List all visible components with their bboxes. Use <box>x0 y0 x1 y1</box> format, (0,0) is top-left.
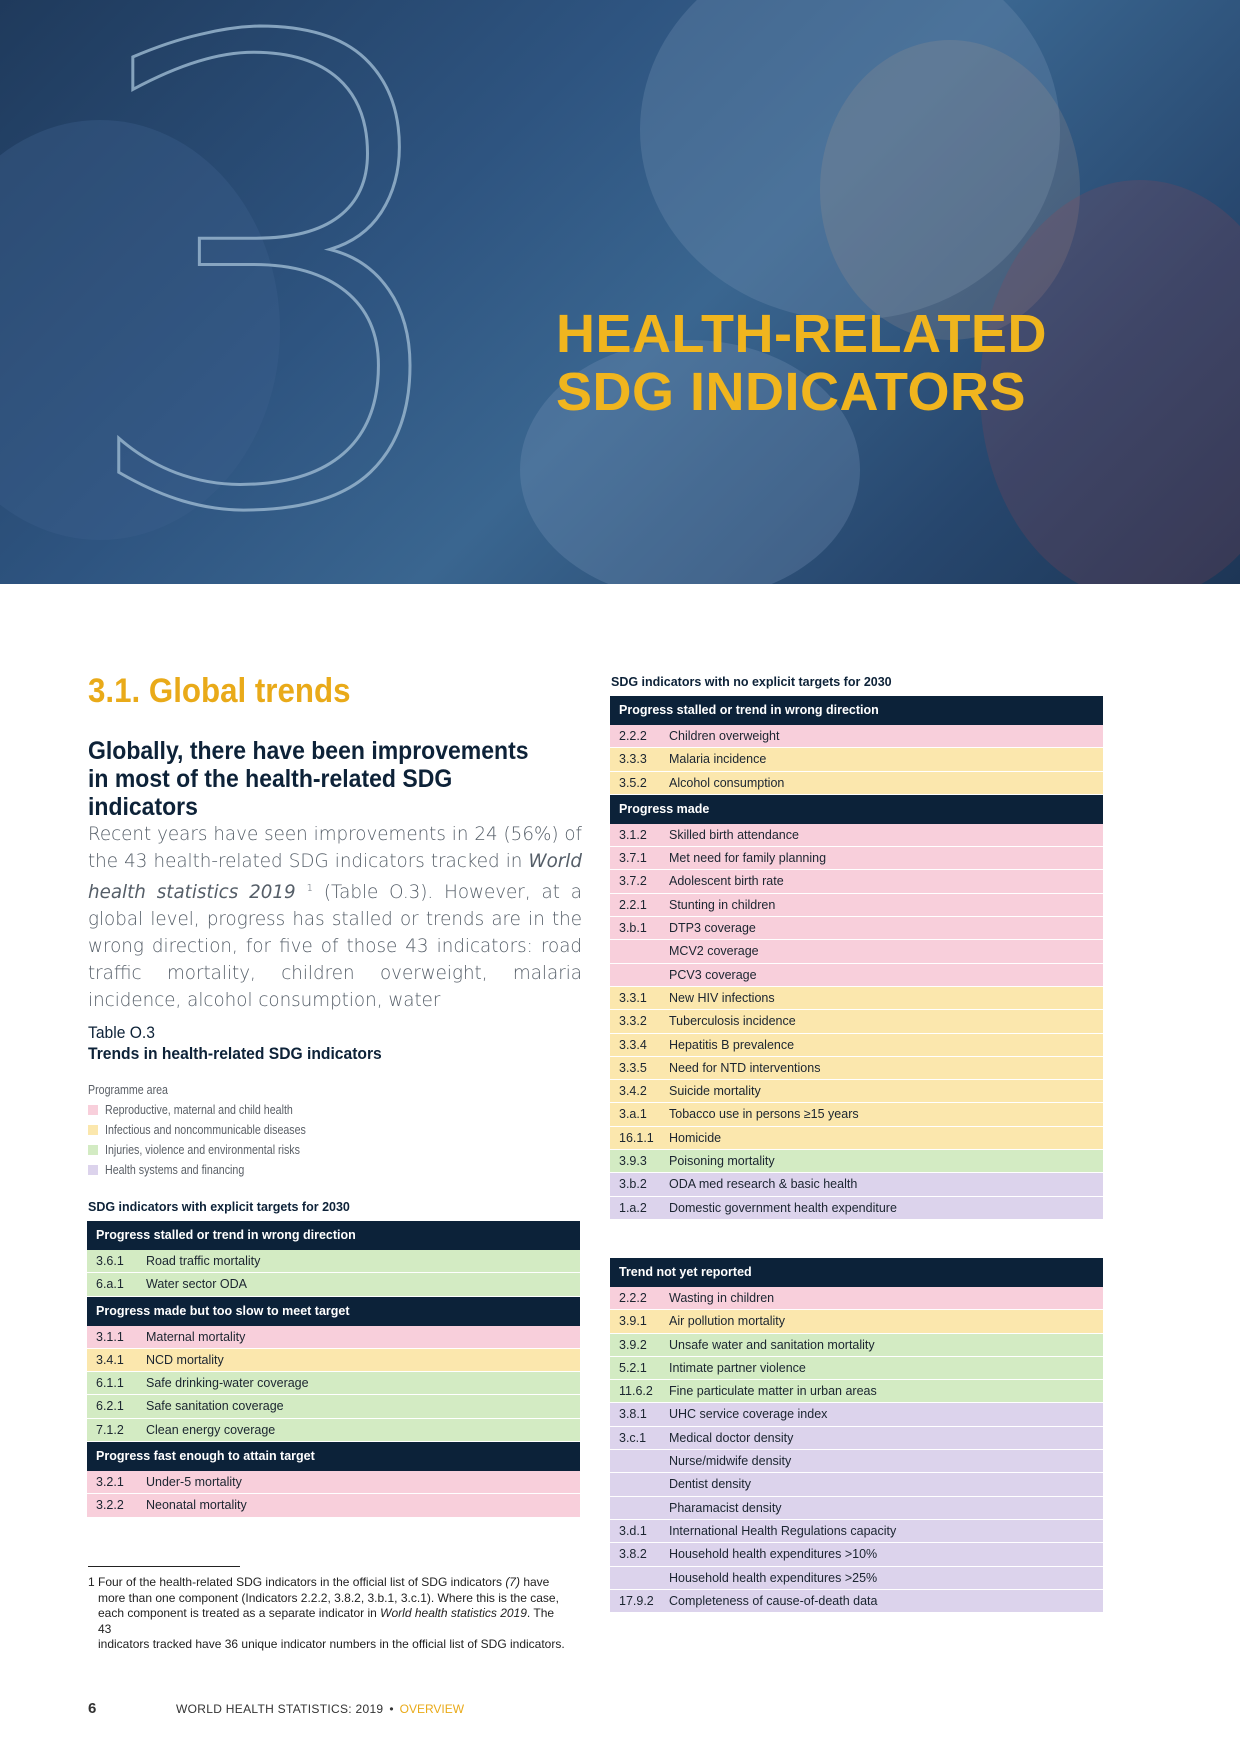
footnote <box>88 1575 568 1653</box>
indicator-name: Tobacco use in persons ≥15 years <box>669 1107 859 1122</box>
indicator-name: New HIV infections <box>669 990 775 1005</box>
indicator-name: Met need for family planning <box>669 851 827 866</box>
indicator-name: Tuberculosis incidence <box>669 1014 796 1029</box>
indicator-code: 3.2.1 <box>96 1475 124 1490</box>
indicator-name: Under-5 mortality <box>146 1475 242 1490</box>
indicator-name: Completeness of cause-of-death data <box>669 1593 878 1608</box>
table-row <box>610 1380 1103 1403</box>
indicator-name: UHC service coverage index <box>669 1407 828 1422</box>
indicator-code: 3.9.3 <box>619 1154 647 1169</box>
section-title: 3.1. Global trends <box>88 672 351 710</box>
body-text-part: (Table O.3). However, at a global level, progress has stalled or trends are in the wrong direction, for five of those 43 indicators: road traffic mortality, children overweight, malaria incidence, alcohol consumption, water <box>88 882 582 1012</box>
table-row <box>87 1471 580 1494</box>
indicator-code <box>610 964 669 986</box>
indicator-code: 17.9.2 <box>619 1593 654 1608</box>
table-row <box>87 1395 580 1418</box>
indicator-code: 2.2.2 <box>619 1291 647 1305</box>
indicator-code: 3.a.1 <box>619 1107 647 1122</box>
legend-item: Health systems and financing <box>88 1160 350 1180</box>
footer-bullet: • <box>389 1701 394 1716</box>
indicator-name: NCD mortality <box>146 1352 224 1367</box>
indicator-name: MCV2 coverage <box>669 944 759 959</box>
indicator-name: Safe sanitation coverage <box>146 1399 284 1414</box>
table-row <box>610 1103 1103 1126</box>
legend-swatch <box>88 1145 98 1155</box>
table-row <box>610 1427 1103 1450</box>
indicator-name: Clean energy coverage <box>146 1422 276 1437</box>
indicator-name: Children overweight <box>669 729 780 743</box>
indicator-code: 3.1.1 <box>96 1329 124 1344</box>
indicator-name: PCV3 coverage <box>669 967 757 982</box>
indicator-name: Medical doctor density <box>669 1430 794 1445</box>
table-group-header: Progress stalled or trend in wrong direction <box>610 696 1103 725</box>
indicator-name: Need for NTD interventions <box>669 1060 821 1075</box>
indicator-name: Skilled birth attendance <box>669 827 799 842</box>
indicator-code: 3.3.5 <box>619 1060 647 1075</box>
indicator-code: 3.3.1 <box>619 990 647 1005</box>
indicator-code: 6.2.1 <box>96 1399 124 1414</box>
indicator-code: 3.3.3 <box>619 752 647 767</box>
footnote-line: more than one component (Indicators 2.2.2, 3.8.2, 3.b.1, 3.c.1). Where this is the case, <box>98 1590 559 1605</box>
indicator-code: 3.7.2 <box>619 874 647 889</box>
legend-item: Injuries, violence and environmental risks <box>88 1140 350 1160</box>
table-group-header: Progress made <box>610 795 1103 824</box>
indicator-name: Homicide <box>669 1130 722 1145</box>
legend <box>88 1080 350 1180</box>
table-row <box>610 917 1103 940</box>
indicator-name: Road traffic mortality <box>146 1254 261 1268</box>
indicator-name: Malaria incidence <box>669 752 767 767</box>
table-row <box>610 1010 1103 1033</box>
no-explicit-targets-table <box>610 696 1103 1220</box>
indicator-code: 2.2.1 <box>619 897 647 912</box>
table-number: Table O.3 <box>88 1023 155 1042</box>
table-row <box>610 1034 1103 1057</box>
footer-section: OVERVIEW <box>399 1701 465 1716</box>
indicator-code: 16.1.1 <box>619 1130 654 1145</box>
table-row <box>610 1127 1103 1150</box>
table-row <box>610 772 1103 795</box>
table-row <box>610 1567 1103 1590</box>
table-group-header: Progress fast enough to attain target <box>87 1442 580 1471</box>
indicator-code: 3.8.1 <box>619 1407 647 1422</box>
indicator-name: Household health expenditures >25% <box>669 1570 878 1585</box>
table-group-header: Trend not yet reported <box>610 1258 1103 1287</box>
table-row <box>610 1287 1103 1310</box>
body-paragraph <box>88 821 582 1014</box>
table-row <box>87 1349 580 1372</box>
body-text-italic: World health statistics 2019 <box>88 851 582 904</box>
explicit-targets-label: SDG indicators with explicit targets for 2030 <box>88 1200 350 1214</box>
table-row <box>610 1497 1103 1520</box>
indicator-name: Wasting in children <box>669 1291 775 1305</box>
legend-swatch <box>88 1165 98 1175</box>
explicit-targets-table <box>87 1221 580 1518</box>
table-caption <box>88 1022 382 1064</box>
indicator-name: Hepatitis B prevalence <box>669 1037 795 1052</box>
table-row <box>610 1080 1103 1103</box>
table-row <box>610 1310 1103 1333</box>
hero-banner <box>0 0 1240 584</box>
table-row <box>610 1450 1103 1473</box>
indicator-name: Water sector ODA <box>146 1277 247 1292</box>
indicator-code <box>610 1567 669 1589</box>
footnote-divider <box>88 1566 240 1567</box>
indicator-code: 11.6.2 <box>619 1384 653 1399</box>
indicator-code: 3.6.1 <box>96 1254 124 1268</box>
publication-title: WORLD HEALTH STATISTICS: 2019 <box>176 1701 384 1716</box>
chapter-title-line2: SDG INDICATORS <box>556 362 1027 422</box>
indicator-code <box>610 1450 669 1472</box>
legend-swatch <box>88 1105 98 1115</box>
indicator-code: 3.9.2 <box>619 1337 647 1352</box>
indicator-name: Poisoning mortality <box>669 1154 775 1169</box>
indicator-name: Maternal mortality <box>146 1329 246 1344</box>
table-row <box>87 1419 580 1442</box>
indicator-name: Stunting in children <box>669 897 776 912</box>
indicator-code: 3.b.2 <box>619 1177 647 1192</box>
indicator-name: Intimate partner violence <box>669 1360 806 1375</box>
indicator-code: 3.3.4 <box>619 1037 647 1052</box>
indicator-name: DTP3 coverage <box>669 921 756 936</box>
table-title: Trends in health-related SDG indicators <box>88 1044 382 1063</box>
indicator-name: Safe drinking-water coverage <box>146 1376 309 1391</box>
table-row <box>87 1273 580 1296</box>
indicator-name: Air pollution mortality <box>669 1314 786 1329</box>
legend-swatch <box>88 1125 98 1135</box>
table-row <box>610 940 1103 963</box>
indicator-code: 1.a.2 <box>619 1200 647 1215</box>
chapter-title <box>556 305 1047 421</box>
table-row <box>610 1357 1103 1380</box>
lead-heading: Globally, there have been improvements in most of the health-related SDG indicators <box>88 737 529 821</box>
indicator-code: 3.2.2 <box>96 1498 124 1513</box>
table-row <box>610 987 1103 1010</box>
indicator-code: 3.d.1 <box>619 1523 647 1538</box>
table-row <box>610 748 1103 771</box>
indicator-code: 6.a.1 <box>96 1277 124 1292</box>
indicator-code: 3.1.2 <box>619 827 647 842</box>
table-row <box>610 870 1103 893</box>
chapter-number: 3 <box>70 0 478 584</box>
indicator-name: Fine particulate matter in urban areas <box>669 1384 877 1399</box>
indicator-name: Household health expenditures >10% <box>669 1547 878 1562</box>
indicator-name: ODA med research & basic health <box>669 1177 858 1192</box>
table-row <box>87 1494 580 1517</box>
indicator-name: Dentist density <box>669 1477 751 1492</box>
table-row <box>87 1250 580 1273</box>
table-row <box>87 1326 580 1349</box>
indicator-code: 3.b.1 <box>619 921 647 936</box>
table-row <box>610 1590 1103 1613</box>
indicator-code: 6.1.1 <box>96 1376 124 1391</box>
table-row <box>610 964 1103 987</box>
table-row <box>610 894 1103 917</box>
table-row <box>610 1150 1103 1173</box>
indicator-code: 3.4.2 <box>619 1084 647 1099</box>
table-row <box>87 1372 580 1395</box>
indicator-name: Unsafe water and sanitation mortality <box>669 1337 875 1352</box>
indicator-name: Adolescent birth rate <box>669 874 784 889</box>
body-text-part: Recent years have seen improvements in 24 (56%) of the 43 health-related SDG indicators tracked in <box>88 824 582 872</box>
indicator-name: Suicide mortality <box>669 1084 761 1099</box>
indicator-code: 7.1.2 <box>96 1422 124 1437</box>
table-row <box>610 1197 1103 1220</box>
table-row <box>610 847 1103 870</box>
page-footer <box>88 1700 464 1717</box>
indicator-code <box>610 1497 669 1519</box>
table-row <box>610 1057 1103 1080</box>
page-number: 6 <box>88 1700 97 1717</box>
legend-item: Reproductive, maternal and child health <box>88 1100 350 1120</box>
indicator-name: Domestic government health expenditure <box>669 1200 897 1215</box>
footnote-line: each component is treated as a separate indicator in World health statistics 2019. The 43 <box>98 1606 555 1636</box>
indicator-name: Pharamacist density <box>669 1500 782 1515</box>
indicator-name: Nurse/midwife density <box>669 1454 792 1469</box>
indicator-code: 3.3.2 <box>619 1014 647 1029</box>
no-explicit-targets-label: SDG indicators with no explicit targets for 2030 <box>611 675 892 689</box>
indicator-code: 3.5.2 <box>619 775 647 790</box>
footnote-line: indicators tracked have 36 unique indicator numbers in the official list of SDG indicators. <box>98 1637 565 1651</box>
table-row <box>610 1403 1103 1426</box>
footnote-ref: 1 <box>306 883 313 894</box>
legend-title: Programme area <box>88 1082 168 1097</box>
legend-item: Infectious and noncommunicable diseases <box>88 1120 350 1140</box>
indicator-code: 3.9.1 <box>619 1314 647 1329</box>
table-group-header: Progress stalled or trend in wrong direction <box>87 1221 580 1250</box>
table-row <box>610 1543 1103 1566</box>
indicator-name: Alcohol consumption <box>669 775 785 790</box>
table-row <box>610 824 1103 847</box>
indicator-code: 2.2.2 <box>619 729 647 743</box>
chapter-title-line1: HEALTH-RELATED <box>556 304 1047 364</box>
indicator-name: Neonatal mortality <box>146 1498 247 1513</box>
table-row <box>610 1520 1103 1543</box>
indicator-code: 3.8.2 <box>619 1547 647 1562</box>
indicator-code: 3.7.1 <box>619 851 647 866</box>
indicator-code: 3.c.1 <box>619 1430 647 1445</box>
not-reported-table <box>610 1258 1103 1613</box>
table-row <box>610 1334 1103 1357</box>
indicator-code <box>610 1473 669 1495</box>
table-row <box>610 725 1103 748</box>
table-row <box>610 1473 1103 1496</box>
footnote-line: 1 Four of the health-related SDG indicators in the official list of SDG indicators (7) have <box>88 1575 550 1589</box>
indicator-name: International Health Regulations capacity <box>669 1523 897 1538</box>
indicator-code <box>610 940 669 962</box>
table-group-header: Progress made but too slow to meet target <box>87 1297 580 1326</box>
indicator-code: 5.2.1 <box>619 1360 647 1375</box>
indicator-code: 3.4.1 <box>96 1352 124 1367</box>
table-row <box>610 1173 1103 1196</box>
